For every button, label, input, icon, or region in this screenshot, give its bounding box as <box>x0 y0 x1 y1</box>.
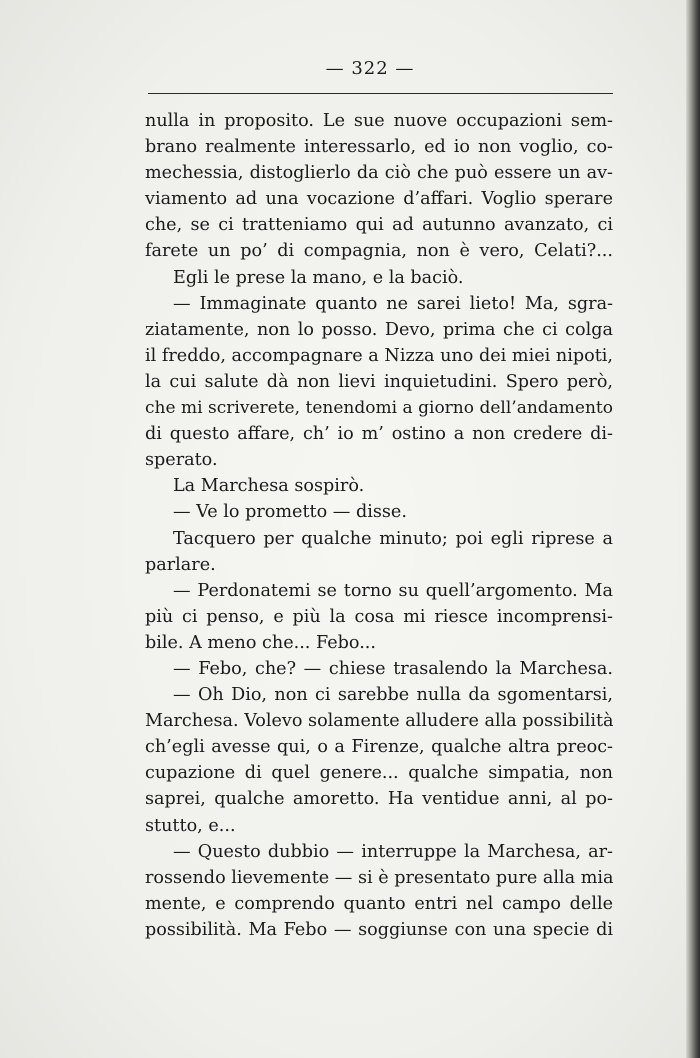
text-line: parlare. <box>145 554 216 575</box>
header-rule <box>148 93 613 94</box>
text-line: — Febo, che? — chiese trasalendo la Marchesa. <box>173 658 613 679</box>
text-line: mente, e comprendo quanto entri nel campo delle <box>145 893 613 914</box>
text-line: farete un po’ di compagnia, non è vero, Celati?... <box>145 241 613 262</box>
text-line: la cui salute dà non lievi inquietudini. Spero però, <box>145 371 613 392</box>
body-text <box>145 108 613 943</box>
text-line: — Questo dubbio — interruppe la Marchesa, ar- <box>173 841 613 862</box>
text-line: Tacquero per qualche minuto; poi egli riprese a <box>173 528 613 549</box>
text-line: bile. A meno che... Febo... <box>145 632 376 653</box>
text-line: — Perdonatemi se torno su quell’argomento. Ma <box>173 580 613 601</box>
text-line: che, se ci tratteniamo qui ad autunno avanzato, ci <box>145 215 613 236</box>
text-line: Marchesa. Volevo solamente alludere alla possibilità <box>145 711 614 732</box>
text-line: più ci penso, e più la cosa mi riesce incomprensi- <box>145 606 613 627</box>
text-line: cupazione di quel genere... qualche simpatia, non <box>145 763 613 784</box>
text-line: il freddo, accompagnare a Nizza uno dei miei nipoti, <box>145 345 613 366</box>
text-line: brano realmente interessarlo, ed io non voglio, co- <box>145 137 613 158</box>
text-line: nulla in proposito. Le sue nuove occupazioni sem- <box>145 111 613 131</box>
page-edge-shadow <box>686 0 700 1058</box>
text-line: — Immaginate quanto ne sarei lieto! Ma, sgra- <box>173 293 613 314</box>
text-line: saprei, qualche amoretto. Ha ventidue anni, al po- <box>145 789 613 810</box>
text-line: ch’egli avesse qui, o a Firenze, qualche altra preoc- <box>145 737 613 758</box>
text-line: — Ve lo prometto — disse. <box>173 502 407 523</box>
text-line: — Oh Dio, non ci sarebbe nulla da sgomentarsi, <box>173 685 613 706</box>
page-number: — 322 — <box>325 58 415 79</box>
text-line: ziatamente, non lo posso. Devo, prima che ci colga <box>145 319 613 340</box>
text-line: stutto, e... <box>145 815 236 836</box>
text-line: rossendo lievemente — si è presentato pure alla mia <box>145 867 614 888</box>
text-line: possibilità. Ma Febo — soggiunse con una specie di <box>145 919 613 940</box>
text-line: La Marchesa sospirò. <box>173 476 365 497</box>
text-line: di questo affare, ch’ io m’ ostino a non credere di- <box>145 424 613 445</box>
text-line: Egli le prese la mano, e la baciò. <box>173 267 464 288</box>
text-line: che mi scriverete, tenendomi a giorno dell’andamento <box>145 398 613 419</box>
text-line: sperato. <box>145 450 218 471</box>
text-line: viamento ad una vocazione d’affari. Voglio sperare <box>145 189 613 210</box>
text-line: mechessia, distoglierlo da ciò che può essere un av- <box>145 163 613 184</box>
